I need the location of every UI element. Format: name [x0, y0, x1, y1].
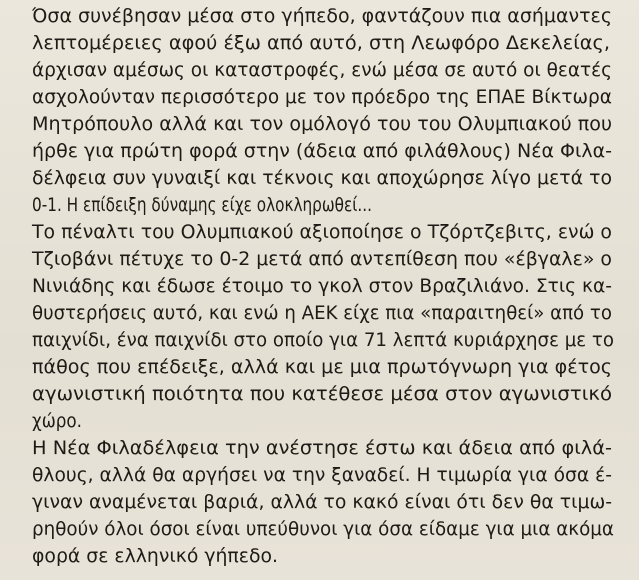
text-line: πάθος που επέδειξε, αλλά και με μια πρωτόγνωρη για φέτος [32, 356, 612, 378]
text-line: δέλφεια συν γυναιξί και τέκνοις και αποχώρησε λίγο μετά το [32, 167, 613, 189]
text-line: 0-1. Η επίδειξη δύναμης είχε ολοκληρωθεί... [32, 194, 372, 216]
text-line: αγωνιστική ποιότητα που κατέθεσε μέσα στον αγωνιστικό [32, 383, 612, 405]
text-line: ήρθε για πρώτη φορά στην (άδεια από φιλάθλους) Νέα Φιλα- [32, 140, 612, 162]
text-line: θλους, αλλά θα αργήσει να την ξαναδεί. Η τιμωρία για όσα έ- [32, 464, 612, 486]
text-line: παιχνίδι, ένα παιχνίδι στο οποίο για 71 λεπτά κυριάρχησε με το [32, 329, 614, 351]
text-line: Νινιάδης και έδωσε έτοιμο το γκολ στον Βραζιλιάνο. Στις κα- [32, 275, 612, 297]
text-line: ρηθούν όλοι όσοι είναι υπεύθυνοι για όσα είδαμε για μια ακόμα [32, 518, 614, 540]
text-line: Όσα συνέβησαν μέσα στο γήπεδο, φαντάζουν πια ασήμαντες [32, 5, 612, 27]
text-line: φορά σε ελληνικό γήπεδο. [32, 545, 278, 567]
text-line: γιναν αναμένεται βαριά, αλλά το κακό είναι ότι δεν θα τιμω- [32, 491, 613, 513]
text-line: Μητρόπουλο αλλά και τον ομόλογό του του Ολυμπιακού που [32, 113, 613, 135]
text-line: θυστερήσεις αυτό, και ενώ η ΑΕΚ είχε πια «παραιτηθεί» από το [32, 302, 612, 324]
text-line: Η Νέα Φιλαδέλφεια την ανέστησε έστω και άδεια από φιλά- [32, 437, 612, 459]
text-line: ασχολούνταν περισσότερο με τον πρόεδρο της ΕΠΑΕ Βίκτωρα [32, 86, 613, 108]
text-line: Τζιοβάνι πέτυχε το 0-2 μετά από αντεπίθεση που «έβγαλε» ο [32, 248, 613, 270]
text-line: λεπτομέρειες αφού έξω από αυτό, στη Λεωφόρο Δεκελείας, [32, 32, 610, 54]
text-line: χώρο. [32, 410, 82, 432]
text-line: Το πέναλτι του Ολυμπιακού αξιοποίησε ο Τζόρτζεβιτς, ενώ ο [32, 221, 613, 243]
text-line: άρχισαν αμέσως οι καταστροφές, ενώ μέσα σε αυτό οι θεατές [32, 59, 613, 81]
